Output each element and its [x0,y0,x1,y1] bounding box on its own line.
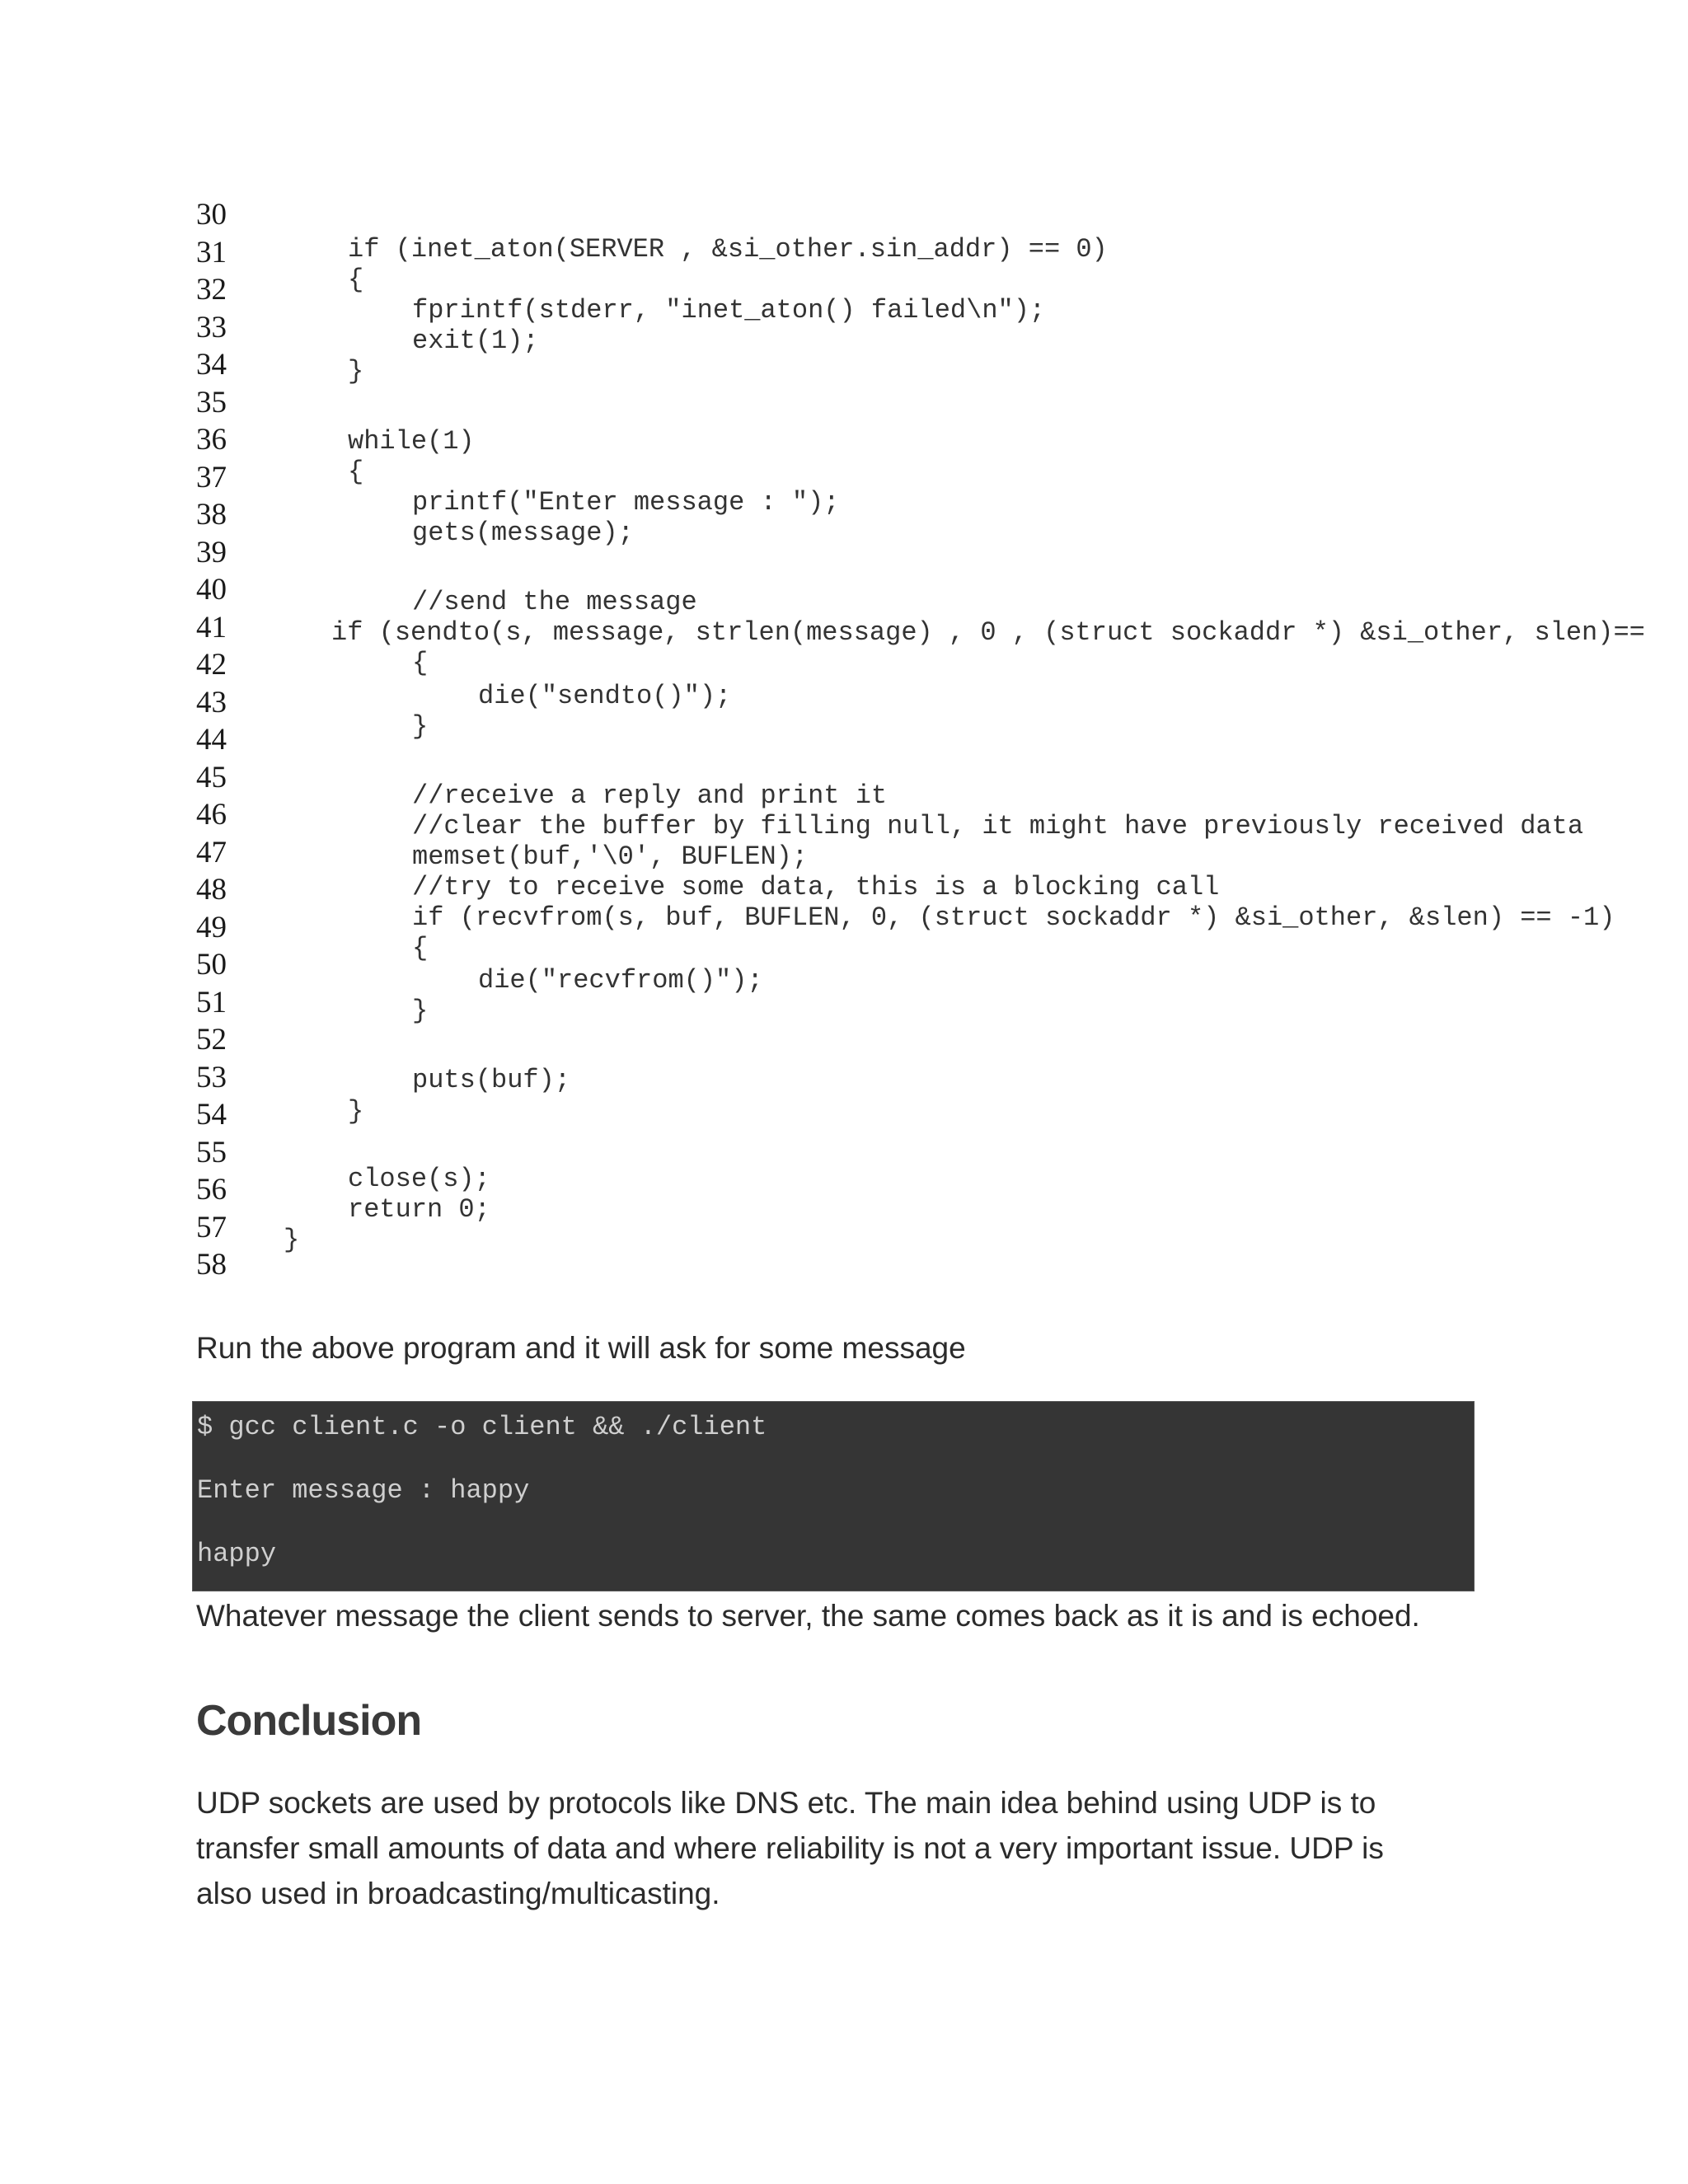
code-line: //try to receive some data, this is a blocking call [412,872,1220,902]
conclusion-heading: Conclusion [196,1697,422,1745]
line-number: 41 [196,610,227,644]
code-line: } [348,1096,364,1127]
line-number: 31 [196,235,227,269]
code-line: if (inet_aton(SERVER , &si_other.sin_addr) == 0) [348,234,1108,265]
line-number: 36 [196,423,227,457]
conclusion-line: transfer small amounts of data and where reliability is not a very important issue. UDP is [196,1831,1384,1865]
intro-paragraph: Run the above program and it will ask for some message [196,1331,966,1365]
line-number: 54 [196,1098,227,1132]
line-number: 35 [196,385,227,419]
code-line: //receive a reply and print it [412,780,888,811]
code-line: { [348,265,364,295]
line-number: 45 [196,760,227,794]
code-line: //send the message [412,587,697,617]
conclusion-line: UDP sockets are used by protocols like DNS etc. The main idea behind using UDP is to [196,1786,1376,1820]
conclusion-paragraph [196,1780,1384,1916]
terminal-line: Enter message : happy [197,1475,530,1506]
terminal-line: happy [197,1539,277,1569]
line-number: 32 [196,273,227,307]
code-line: } [412,711,429,742]
code-line: fprintf(stderr, "inet_aton() failed\n"); [412,295,1046,326]
code-line: //clear the buffer by filling null, it might have previously received data [412,811,1584,841]
line-number: 40 [196,573,227,607]
line-number: 47 [196,835,227,869]
line-number: 42 [196,648,227,682]
line-number: 52 [196,1023,227,1057]
line-number: 49 [196,910,227,944]
conclusion-line: also used in broadcasting/multicasting. [196,1877,720,1910]
code-line: printf("Enter message : "); [412,487,840,518]
line-number: 30 [196,198,227,232]
code-line: die("sendto()"); [478,681,732,711]
line-number: 48 [196,873,227,907]
line-number: 43 [196,685,227,719]
line-number: 50 [196,948,227,982]
line-number: 44 [196,723,227,757]
code-line: { [412,648,429,678]
code-line: gets(message); [412,518,634,548]
line-number: 38 [196,498,227,532]
terminal-line: $ gcc client.c -o client && ./client [197,1412,767,1442]
line-number: 56 [196,1173,227,1207]
line-number: 34 [196,348,227,382]
code-line: return 0; [348,1194,490,1225]
line-number: 55 [196,1135,227,1169]
code-line: puts(buf); [412,1065,571,1095]
code-line: } [284,1225,300,1255]
line-number: 57 [196,1210,227,1244]
code-line: } [412,996,429,1026]
code-line: memset(buf,'\0', BUFLEN); [412,841,809,872]
line-number: 58 [196,1248,227,1282]
code-line: while(1) [348,426,475,457]
line-number: 53 [196,1060,227,1094]
code-line: close(s); [348,1164,490,1194]
code-line: exit(1); [412,326,539,356]
line-number: 37 [196,460,227,494]
code-line: if (recvfrom(s, buf, BUFLEN, 0, (struct sockaddr *) &si_other, &slen) == -1) [412,902,1615,933]
line-number: 46 [196,798,227,832]
terminal-output-block [192,1401,1475,1591]
code-line: if (sendto(s, message, strlen(message) , 0 , (struct sockaddr *) &si_other, slen)== [331,617,1645,648]
code-line: { [412,933,429,963]
code-line: { [348,457,364,487]
line-number: 51 [196,985,227,1019]
line-number: 39 [196,535,227,569]
code-line: } [348,356,364,387]
line-number: 33 [196,310,227,344]
echo-paragraph: Whatever message the client sends to server, the same comes back as it is and is echoed. [196,1599,1420,1633]
code-line: die("recvfrom()"); [478,965,763,996]
